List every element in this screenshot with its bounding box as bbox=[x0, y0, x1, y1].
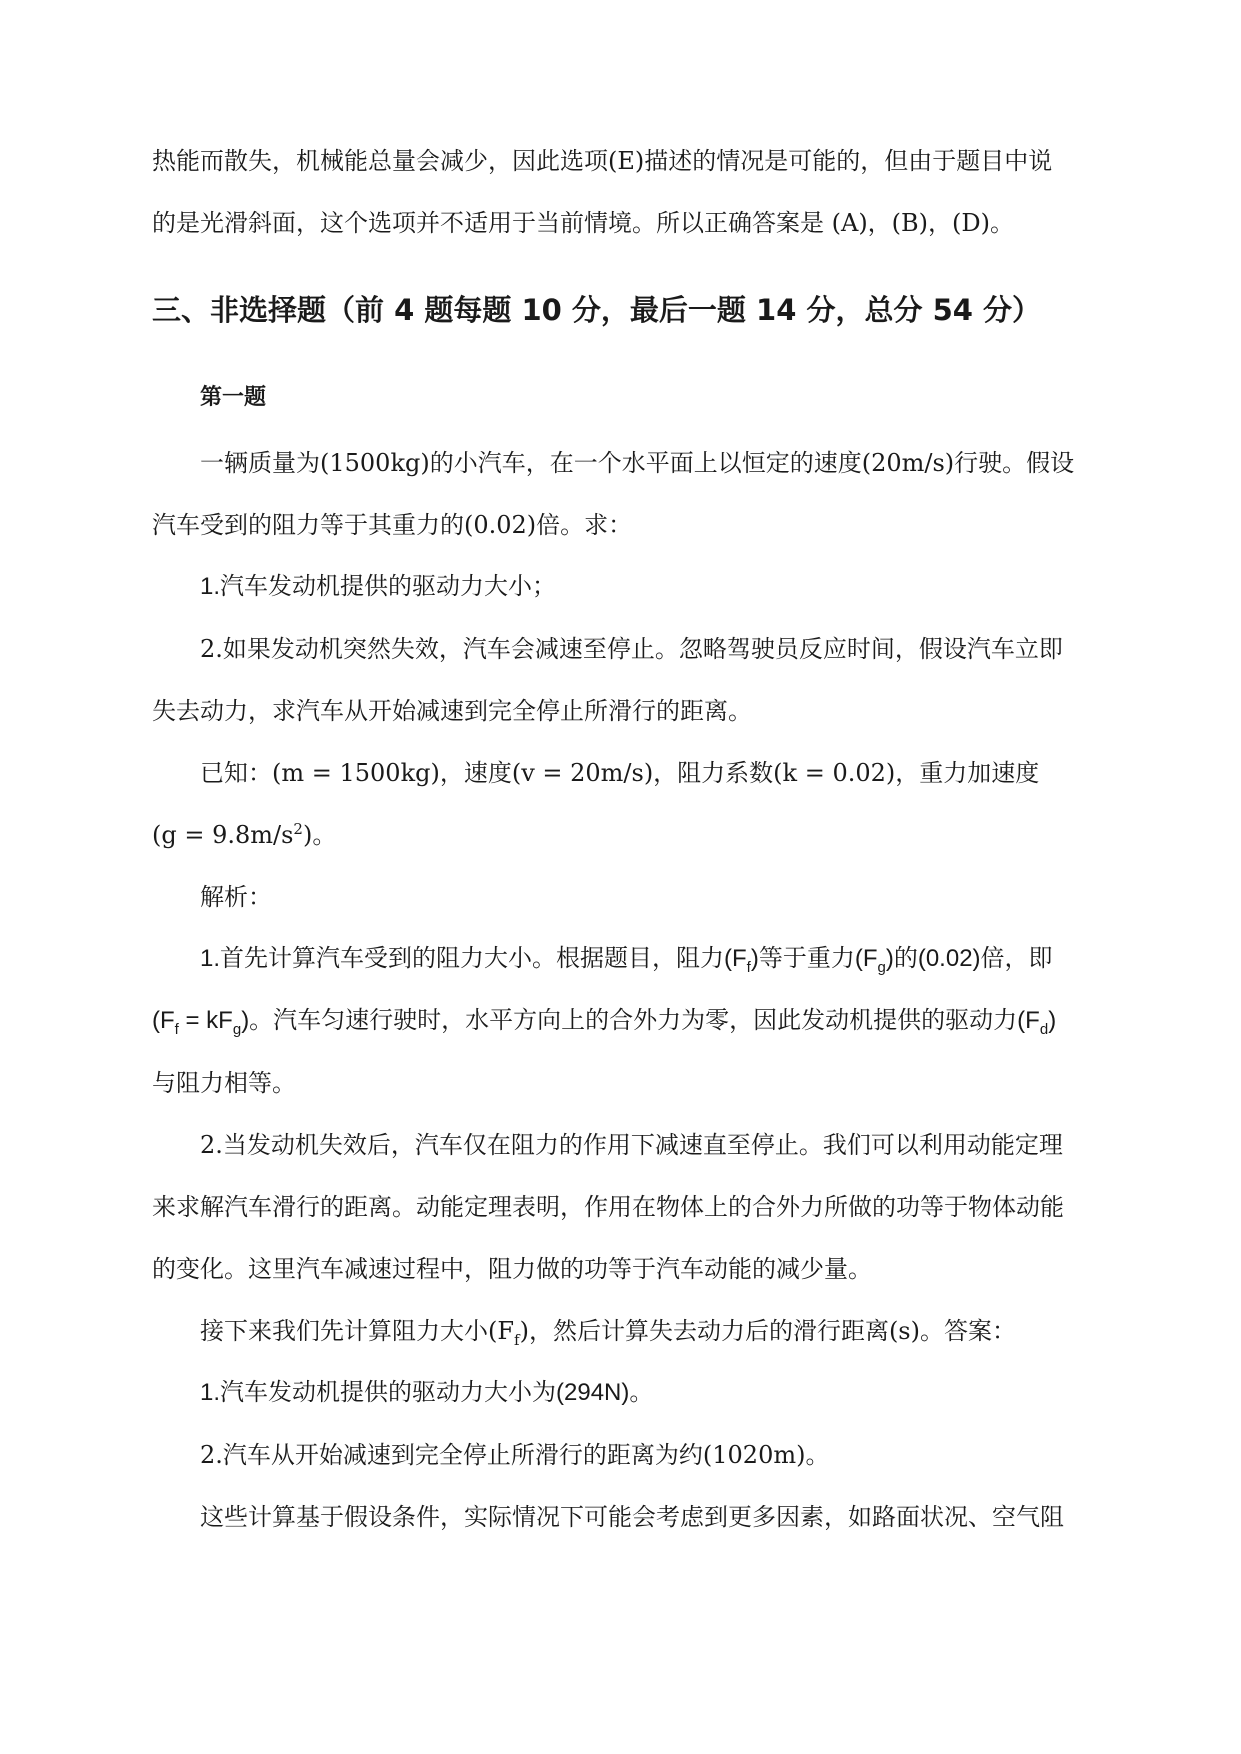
a1-text-4: (F bbox=[152, 1007, 175, 1034]
next-step bbox=[152, 1300, 1089, 1362]
a1-sub-f-2: f bbox=[174, 1020, 179, 1038]
analysis-1-line-3: 与阻力相等。 bbox=[152, 1069, 296, 1097]
stem-line-2: 汽车受到的阻力等于其重力的(0.02)倍。求： bbox=[152, 511, 633, 539]
known-line-1: 已知：(m = 1500kg)，速度(v = 20m/s)，阻力系数(k = 0.02)，重力加速度 bbox=[200, 759, 1040, 787]
known-g-exponent: 2 bbox=[293, 820, 303, 838]
sub-question-1 bbox=[152, 556, 1089, 618]
sub-question-2 bbox=[152, 618, 1089, 742]
answer-1-text: 1.汽车发动机提供的驱动力大小为(294N)。 bbox=[200, 1379, 654, 1406]
analysis-2-line-1: 2.当发动机失效后，汽车仅在阻力的作用下减速直至停止。我们可以利用动能定理 bbox=[200, 1131, 1063, 1159]
known-line-2 bbox=[152, 804, 1089, 866]
a1-sub-d: d bbox=[1039, 1020, 1049, 1038]
sub-question-2-line-1: 2.如果发动机突然失效，汽车会减速至停止。忽略驾驶员反应时间，假设汽车立即 bbox=[200, 635, 1063, 663]
next-text-2: )，然后计算失去动力后的滑行距离(s)。答案： bbox=[519, 1317, 1016, 1345]
intro-line-2: 的是光滑斜面，这个选项并不适用于当前情境。所以正确答案是 (A)，(B)，(D)。 bbox=[152, 209, 1015, 237]
known-g-text: (g = 9.8m/s bbox=[152, 821, 294, 849]
known-g-end: )。 bbox=[302, 821, 337, 849]
intro-paragraph bbox=[152, 130, 1089, 254]
a1-text-6: )。汽车匀速行驶时，水平方向上的合外力为零，因此发动机提供的驱动力(F bbox=[241, 1007, 1040, 1034]
a1-sub-g-2: g bbox=[232, 1020, 242, 1038]
analysis-label bbox=[152, 866, 1089, 928]
answer-2 bbox=[152, 1424, 1089, 1486]
analysis-label-text: 解析： bbox=[200, 883, 272, 911]
analysis-2-line-2: 来求解汽车滑行的距离。动能定理表明，作用在物体上的合外力所做的功等于物体动能 bbox=[152, 1193, 1064, 1221]
a1-text-3: )的(0.02)倍，即 bbox=[885, 945, 1053, 972]
analysis-1 bbox=[152, 928, 1089, 1114]
question-stem bbox=[152, 432, 1089, 556]
answer-1 bbox=[152, 1362, 1089, 1424]
sub-question-1-text: 1.汽车发动机提供的驱动力大小； bbox=[200, 573, 557, 600]
a1-text-5: = kF bbox=[178, 1007, 233, 1034]
closing-paragraph bbox=[152, 1486, 1089, 1548]
next-sub-f: f bbox=[514, 1330, 520, 1349]
a1-text-2: )等于重力(F bbox=[750, 945, 878, 972]
stem-line-1: 一辆质量为(1500kg)的小汽车，在一个水平面上以恒定的速度(20m/s)行驶。假设 bbox=[200, 449, 1075, 477]
analysis-1-line-2 bbox=[152, 990, 1089, 1052]
a1-text-1: 1.首先计算汽车受到的阻力大小。根据题目，阻力(F bbox=[200, 945, 747, 972]
answer-2-text: 2.汽车从开始减速到完全停止所滑行的距离为约(1020m)。 bbox=[200, 1441, 830, 1469]
question-title: 第一题 bbox=[200, 385, 267, 410]
sub-question-2-line-2: 失去动力，求汽车从开始减速到完全停止所滑行的距离。 bbox=[152, 697, 752, 725]
analysis-2-line-3: 的变化。这里汽车减速过程中，阻力做的功等于汽车动能的减少量。 bbox=[152, 1255, 872, 1283]
closing-line: 这些计算基于假设条件，实际情况下可能会考虑到更多因素，如路面状况、空气阻 bbox=[200, 1503, 1064, 1531]
intro-line-1: 热能而散失，机械能总量会减少，因此选项(E)描述的情况是可能的，但由于题目中说 bbox=[152, 147, 1053, 175]
next-step-line bbox=[152, 1300, 1089, 1362]
analysis-1-line-1 bbox=[152, 928, 1089, 990]
next-text-1: 接下来我们先计算阻力大小(F bbox=[200, 1317, 515, 1345]
a1-text-7: ) bbox=[1048, 1007, 1057, 1034]
section-heading: 三、非选择题（前 4 题每题 10 分，最后一题 14 分，总分 54 分） bbox=[152, 293, 1042, 327]
a1-sub-f: f bbox=[746, 958, 751, 976]
a1-sub-g: g bbox=[877, 958, 886, 976]
known-conditions bbox=[152, 742, 1089, 866]
analysis-2 bbox=[152, 1114, 1089, 1300]
